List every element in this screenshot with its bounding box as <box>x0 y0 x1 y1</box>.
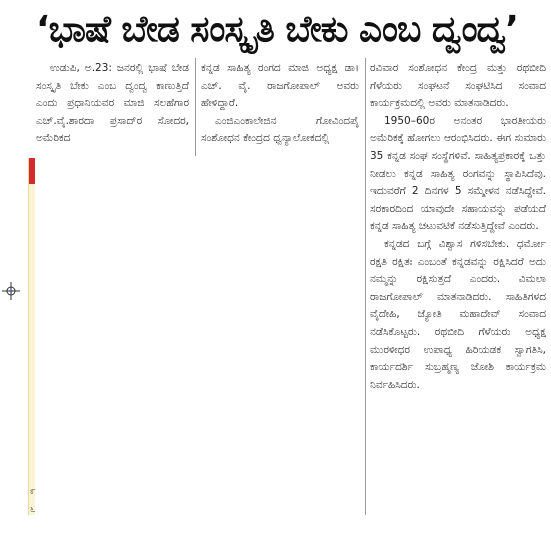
paragraph: 1950–60ರ ಅನಂತರ ಭಾರತೀಯರು ಅಮೆರಿಕಕ್ಕೆ ಹೋಗಲು ಆರಂಭಿಸಿದರು. ಈಗ ಸುಮಾರು 35 ಕನ್ನಡ ಸಂಘ ಸಂಸ್ಥೆಗಳಿವೆ. ಸಾಹಿತ್ಯಪ್ರಕಾರಕ್ಕೆ ಒತ್ತು ನೀಡಲು ಕನ್ನಡ ಸಾಹಿತ್ಯ ರಂಗವನ್ನು ಸ್ಥಾಪಿಸಿದೆವು. ಇದುವರೆಗೆ 2 ದಿನಗಳ 5 ಸಮ್ಮೇಳನ ನಡೆಸಿದ್ದೇವೆ. ಸರಕಾರದಿಂದ ಯಾವುದೇ ಸಹಾಯವನ್ನು ಪಡೆಯದೆ ಕನ್ನಡ ಸಾಹಿತ್ಯ ಚಟುವಟಿಕೆ ನಡೆಸುತ್ತಿದ್ದೇವೆ ಎಂದರು. <box>370 114 546 233</box>
page-edge-strip <box>28 158 35 515</box>
paragraph: ಕನ್ನಡ ಸಾಹಿತ್ಯ ರಂಗದ ಮಾಜಿ ಅಧ್ಯಕ್ಷ ಡಾ। ಎಚ್. ವೈ. ರಾಜಗೋಪಾಲ್ ಅವರು ಹೇಳಿದ್ದಾರೆ. <box>201 62 359 110</box>
column-divider-1 <box>195 58 196 156</box>
edge-mark: ೬ <box>30 504 36 515</box>
article-column-1 <box>36 60 189 155</box>
paragraph: ಉಡುಪಿ, ಅ.23: ಜನರಲ್ಲಿ ಭಾಷೆ ಬೇಡ ಸಂಸ್ಕೃತಿ ಬೇಕು ಎಂಬ ದ್ವಂದ್ವ ಕಾಣುತ್ತಿದೆ ಎಂದು ಪ್ರಧಾನಿಯವರ ಮಾಜಿ ಸಲಹೆಗಾರ ಎಚ್.ವೈ.ಶಾರದಾ ಪ್ರಸಾದ್‌ರ ಸೋದರ, ಅಮೆರಿಕದ <box>36 62 189 145</box>
column-divider-2 <box>365 58 366 515</box>
article-column-2 <box>201 60 359 155</box>
article-column-3 <box>370 60 546 520</box>
paragraph: ರವಿವಾರ ಸಂಶೋಧನ ಕೇಂದ್ರ ಮತ್ತು ರಥಬೀದಿ ಗೆಳೆಯರು ಸಂಘಟನೆ ಸಂಘಟಿಸಿದ ಸಂವಾದ ಕಾರ್ಯಕ್ರಮದಲ್ಲಿ ಅವರು ಮಾತನಾಡಿದರು. <box>370 62 546 110</box>
red-edge-tab <box>29 158 35 184</box>
paragraph: ಎಂಜಿಎಂಕಾಲೇಜಿನ ಗೋವಿಂದಪೈ ಸಂಶೋಧನ ಕೇಂದ್ರದ ಧ್ವನ್ಯಾಲೋಕದಲ್ಲಿ <box>201 114 359 145</box>
edge-mark: ೯ <box>30 486 36 497</box>
photo-area <box>36 158 358 515</box>
paragraph: ಕನ್ನಡದ ಬಗ್ಗೆ ವಿಶ್ವಾಸ ಗಳಿಸಬೇಕು. ಧರ್ಮೋ ರಕ್ಷತಿ ರಕ್ಷಿತಃ ಎಂಬಂತೆ ಕನ್ನಡವನ್ನು ರಕ್ಷಿಸಿದರೆ ಅದು ನಮ್ಮನ್ನು ರಕ್ಷಿಸುತ್ತದೆ ಎಂದರು. ವಿಮಲಾ ರಾಜಗೋಪಾಲ್ ಮಾತನಾಡಿದರು. ಸಾಹಿತಿಗಳದ ವೈದೇಹಿ, ಜ್ಯೋತಿ ಮಹಾದೇವ್ ಸಂವಾದ ನಡೆಸಿಕೊಟ್ಟರು. ರಥಬೀದಿ ಗೆಳೆಯರು ಅಧ್ಯಕ್ಷ ಮುರಳೀಧರ ಉಪಾಧ್ಯ ಹಿರಿಯಡಕ ಸ್ವಾಗತಿಸಿ, ಕಾರ್ಯದರ್ಶಿ ಸುಬ್ರಹ್ಮಣ್ಯ ಜೋಶಿ ಕಾರ್ಯಕ್ರಮ ನಿರ್ವಹಿಸಿದರು. <box>370 237 546 391</box>
headline: ‘ಭಾಷೆ ಬೇಡ ಸಂಸ್ಕೃತಿ ಬೇಕು ಎಂಬ ದ್ವಂದ್ವ’ <box>36 9 518 50</box>
crosshair-icon <box>2 282 20 300</box>
